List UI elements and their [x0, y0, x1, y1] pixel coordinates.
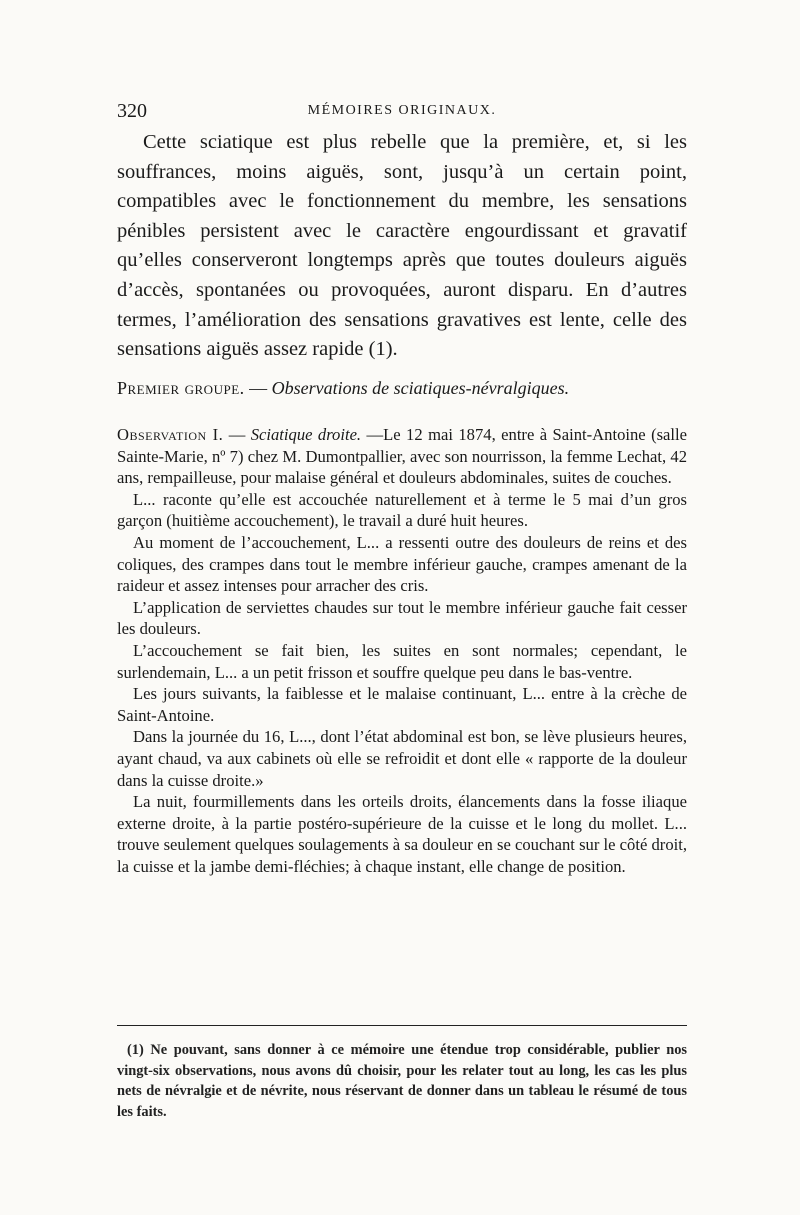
observation-paragraph: Les jours suivants, la faiblesse et le malaise continuant, L... entre à la crèche de Saint-Antoine. — [117, 684, 687, 725]
observation-paragraph: Dans la journée du 16, L..., dont l’état abdominal est bon, se lève plusieurs heures, ayant chaud, va aux cabinets où elle se refroidit et dont elle « rapporte de la douleur dans la cuisse droite.» — [117, 727, 687, 790]
section-title: Observations de sciatiques-névralgiques. — [271, 378, 570, 398]
observation-dash: — — [223, 425, 251, 444]
observation-label: Observation I. — [117, 425, 224, 444]
observation-paragraph: L’application de serviettes chaudes sur tout le membre inférieur gauche fait cesser les douleurs. — [117, 597, 687, 639]
footnote: (1) Ne pouvant, sans donner à ce mémoire une étendue trop considérable, publier nos vingt-six observations, nous avons dû choisir, pour les relater tout au long, les cas les plus nets de névralgie et de névrite, nous réservant de donner dans un tableau le résumé de tous les faits. — [117, 1042, 687, 1120]
observation-title: Sciatique droite. — [250, 425, 362, 444]
observation-lead-text: —Le 12 mai 1874, entre à Saint-Antoine (salle Sainte-Marie, nº 7) chez M. Dumontpallier, avec son nourrisson, la femme Lechat, 42 ans, rempailleuse, pour malaise général et douleurs abdominales, suites de couches. — [117, 425, 688, 488]
section-label: Premier groupe. — [117, 378, 245, 398]
observation-body — [117, 424, 687, 877]
footnote-divider — [117, 1025, 687, 1026]
section-dash: — — [244, 378, 272, 398]
running-title: MÉMOIRES ORIGINAUX. — [307, 103, 497, 118]
observation-paragraph: L... raconte qu’elle est accouchée naturellement et à terme le 5 mai d’un gros garçon (huitième accouchement), le travail a duré huit heures. — [117, 489, 687, 531]
intro-paragraph: Cette sciatique est plus rebelle que la première, et, si les souffrances, moins aiguës, sont, jusqu’à un certain point, compatibles avec le fonctionnement du membre, les sensations pénibles persistent avec le caractère engourdissant et gravatif qu’elles conserveront longtemps après que toutes douleurs aiguës d’accès, spontanées ou provoquées, auront disparu. En d’autres termes, l’amélioration des sensations gravatives est lente, celle des sensations aiguës assez rapide (1). — [117, 131, 687, 361]
running-head — [117, 100, 687, 126]
section-heading — [117, 376, 687, 400]
observation-paragraph: La nuit, fourmillements dans les orteils droits, élancements dans la fosse iliaque externe droite, à la partie postéro-supérieure de la cuisse et le long du mollet. L... trouve seulement quelques soulagements à sa douleur en se couchant sur le côté droit, la cuisse et la jambe demi-fléchies; à chaque instant, elle change de position. — [117, 792, 687, 876]
observation-paragraph: Au moment de l’accouchement, L... a ressenti outre des douleurs de reins et des coliques, des crampes dans tout le membre inférieur gauche, crampes amenant de la raideur et assez intenses pour arracher des cris. — [117, 532, 687, 596]
observation-lead-paragraph — [117, 424, 687, 489]
observation-paragraph: L’accouchement se fait bien, les suites en sont normales; cependant, le surlendemain, L... a un petit frisson et souffre quelque peu dans le bas-ventre. — [117, 640, 687, 682]
page-number: 320 — [117, 100, 147, 122]
